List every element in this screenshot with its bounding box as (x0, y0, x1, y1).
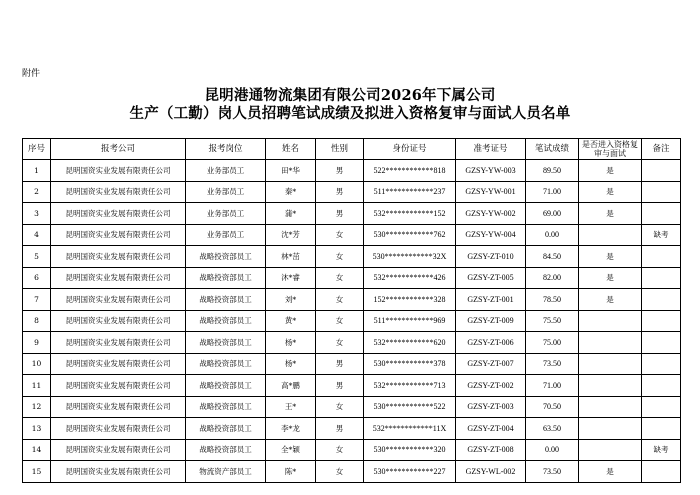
cell-id-number: 532************152 (364, 203, 456, 225)
cell-note (642, 160, 681, 182)
cell-advance (579, 332, 642, 354)
cell-gender: 女 (316, 246, 364, 268)
cell-advance: 是 (579, 181, 642, 203)
table-row (23, 396, 681, 418)
cell-company: 昆明国资实业发展有限责任公司 (51, 396, 186, 418)
table-row (23, 267, 681, 289)
cell-no: 6 (23, 267, 51, 289)
cell-advance (579, 439, 642, 461)
cell-no: 3 (23, 203, 51, 225)
cell-position: 战略投资部员工 (186, 289, 266, 311)
cell-score: 75.00 (526, 332, 579, 354)
cell-gender: 男 (316, 181, 364, 203)
cell-note (642, 353, 681, 375)
cell-exam-number: GZSY-ZT-009 (456, 310, 526, 332)
cell-position: 战略投资部员工 (186, 267, 266, 289)
cell-note (642, 375, 681, 397)
table-body (23, 160, 681, 483)
cell-name: 蒲* (266, 203, 316, 225)
cell-name: 李*龙 (266, 418, 316, 440)
cell-exam-number: GZSY-ZT-004 (456, 418, 526, 440)
cell-id-number: 530************378 (364, 353, 456, 375)
cell-gender: 女 (316, 332, 364, 354)
cell-no: 12 (23, 396, 51, 418)
cell-note (642, 418, 681, 440)
cell-company: 昆明国资实业发展有限责任公司 (51, 160, 186, 182)
cell-id-number: 530************32X (364, 246, 456, 268)
cell-score: 84.50 (526, 246, 579, 268)
cell-id-number: 532************11X (364, 418, 456, 440)
cell-position: 业务部员工 (186, 160, 266, 182)
cell-note (642, 396, 681, 418)
cell-no: 9 (23, 332, 51, 354)
cell-advance (579, 375, 642, 397)
table-row (23, 353, 681, 375)
cell-name: 刘* (266, 289, 316, 311)
cell-no: 1 (23, 160, 51, 182)
cell-exam-number: GZSY-ZT-002 (456, 375, 526, 397)
cell-note (642, 267, 681, 289)
cell-company: 昆明国资实业发展有限责任公司 (51, 224, 186, 246)
cell-company: 昆明国资实业发展有限责任公司 (51, 267, 186, 289)
header-note: 备注 (642, 139, 681, 160)
cell-name: 陈* (266, 461, 316, 483)
header-advance: 是否进入资格复审与面试 (579, 139, 642, 160)
cell-exam-number: GZSY-ZT-010 (456, 246, 526, 268)
cell-position: 战略投资部员工 (186, 418, 266, 440)
cell-no: 4 (23, 224, 51, 246)
cell-gender: 男 (316, 375, 364, 397)
cell-name: 沈*芳 (266, 224, 316, 246)
cell-position: 战略投资部员工 (186, 375, 266, 397)
cell-exam-number: GZSY-YW-003 (456, 160, 526, 182)
cell-id-number: 532************713 (364, 375, 456, 397)
header-position: 报考岗位 (186, 139, 266, 160)
cell-advance (579, 224, 642, 246)
cell-gender: 女 (316, 224, 364, 246)
cell-company: 昆明国资实业发展有限责任公司 (51, 181, 186, 203)
cell-advance (579, 396, 642, 418)
table-row (23, 181, 681, 203)
cell-no: 5 (23, 246, 51, 268)
cell-company: 昆明国资实业发展有限责任公司 (51, 375, 186, 397)
annex-label: 附件 (22, 69, 41, 79)
cell-position: 战略投资部员工 (186, 439, 266, 461)
cell-company: 昆明国资实业发展有限责任公司 (51, 246, 186, 268)
cell-gender: 男 (316, 203, 364, 225)
cell-name: 沐*睿 (266, 267, 316, 289)
cell-advance (579, 310, 642, 332)
cell-name: 林*茁 (266, 246, 316, 268)
cell-exam-number: GZSY-ZT-006 (456, 332, 526, 354)
cell-id-number: 532************426 (364, 267, 456, 289)
table-row (23, 375, 681, 397)
cell-score: 78.50 (526, 289, 579, 311)
cell-company: 昆明国资实业发展有限责任公司 (51, 353, 186, 375)
table-row (23, 310, 681, 332)
cell-score: 73.50 (526, 353, 579, 375)
cell-name: 高*鹏 (266, 375, 316, 397)
header-exam-number: 准考证号 (456, 139, 526, 160)
cell-no: 11 (23, 375, 51, 397)
header-no: 序号 (23, 139, 51, 160)
cell-position: 战略投资部员工 (186, 246, 266, 268)
cell-company: 昆明国资实业发展有限责任公司 (51, 332, 186, 354)
header-id-number: 身份证号 (364, 139, 456, 160)
cell-gender: 女 (316, 439, 364, 461)
cell-exam-number: GZSY-YW-004 (456, 224, 526, 246)
cell-name: 田*华 (266, 160, 316, 182)
document-title-line1: 昆明港通物流集团有限公司2026年下属公司 (204, 87, 496, 104)
cell-score: 89.50 (526, 160, 579, 182)
cell-note (642, 289, 681, 311)
header-gender: 性别 (316, 139, 364, 160)
results-table (22, 138, 681, 483)
cell-exam-number: GZSY-ZT-003 (456, 396, 526, 418)
cell-no: 8 (23, 310, 51, 332)
table-header-row (23, 139, 681, 160)
table-row (23, 203, 681, 225)
cell-no: 2 (23, 181, 51, 203)
cell-gender: 男 (316, 353, 364, 375)
cell-score: 71.00 (526, 181, 579, 203)
cell-company: 昆明国资实业发展有限责任公司 (51, 289, 186, 311)
cell-position: 业务部员工 (186, 181, 266, 203)
cell-advance: 是 (579, 461, 642, 483)
cell-exam-number: GZSY-ZT-001 (456, 289, 526, 311)
cell-company: 昆明国资实业发展有限责任公司 (51, 310, 186, 332)
cell-score: 71.00 (526, 375, 579, 397)
cell-exam-number: GZSY-ZT-008 (456, 439, 526, 461)
cell-company: 昆明国资实业发展有限责任公司 (51, 461, 186, 483)
cell-position: 战略投资部员工 (186, 332, 266, 354)
cell-id-number: 532************620 (364, 332, 456, 354)
cell-advance: 是 (579, 289, 642, 311)
header-company: 报考公司 (51, 139, 186, 160)
cell-position: 战略投资部员工 (186, 310, 266, 332)
cell-score: 82.00 (526, 267, 579, 289)
cell-score: 75.50 (526, 310, 579, 332)
cell-advance: 是 (579, 160, 642, 182)
cell-id-number: 530************320 (364, 439, 456, 461)
cell-exam-number: GZSY-YW-001 (456, 181, 526, 203)
cell-gender: 女 (316, 461, 364, 483)
cell-id-number: 511************237 (364, 181, 456, 203)
table-row (23, 418, 681, 440)
cell-exam-number: GZSY-WL-002 (456, 461, 526, 483)
cell-gender: 男 (316, 418, 364, 440)
cell-name: 全*颖 (266, 439, 316, 461)
table-row (23, 332, 681, 354)
cell-exam-number: GZSY-ZT-007 (456, 353, 526, 375)
cell-exam-number: GZSY-YW-002 (456, 203, 526, 225)
cell-id-number: 530************227 (364, 461, 456, 483)
cell-note: 缺考 (642, 439, 681, 461)
cell-company: 昆明国资实业发展有限责任公司 (51, 203, 186, 225)
cell-id-number: 530************762 (364, 224, 456, 246)
cell-note (642, 332, 681, 354)
cell-id-number: 152************328 (364, 289, 456, 311)
cell-gender: 女 (316, 267, 364, 289)
cell-advance: 是 (579, 267, 642, 289)
cell-score: 63.50 (526, 418, 579, 440)
cell-note: 缺考 (642, 224, 681, 246)
cell-note (642, 246, 681, 268)
cell-score: 0.00 (526, 439, 579, 461)
cell-company: 昆明国资实业发展有限责任公司 (51, 418, 186, 440)
cell-advance: 是 (579, 246, 642, 268)
cell-no: 13 (23, 418, 51, 440)
table-row (23, 461, 681, 483)
table-row (23, 160, 681, 182)
cell-id-number: 522************818 (364, 160, 456, 182)
cell-gender: 女 (316, 289, 364, 311)
cell-position: 业务部员工 (186, 203, 266, 225)
cell-name: 黄* (266, 310, 316, 332)
cell-no: 14 (23, 439, 51, 461)
cell-advance (579, 418, 642, 440)
cell-position: 业务部员工 (186, 224, 266, 246)
table-row (23, 246, 681, 268)
cell-score: 73.50 (526, 461, 579, 483)
cell-note (642, 203, 681, 225)
cell-name: 杨* (266, 353, 316, 375)
cell-score: 70.50 (526, 396, 579, 418)
cell-company: 昆明国资实业发展有限责任公司 (51, 439, 186, 461)
cell-note (642, 310, 681, 332)
table-row (23, 289, 681, 311)
cell-name: 杨* (266, 332, 316, 354)
document-title-line2: 生产（工勤）岗人员招聘笔试成绩及拟进入资格复审与面试人员名单 (129, 105, 571, 122)
table-row (23, 439, 681, 461)
cell-gender: 女 (316, 310, 364, 332)
cell-advance: 是 (579, 203, 642, 225)
cell-no: 10 (23, 353, 51, 375)
cell-note (642, 181, 681, 203)
header-name: 姓名 (266, 139, 316, 160)
cell-id-number: 530************522 (364, 396, 456, 418)
cell-position: 战略投资部员工 (186, 396, 266, 418)
cell-gender: 男 (316, 160, 364, 182)
cell-position: 物流资产部员工 (186, 461, 266, 483)
cell-score: 0.00 (526, 224, 579, 246)
cell-name: 秦* (266, 181, 316, 203)
cell-no: 15 (23, 461, 51, 483)
cell-gender: 女 (316, 396, 364, 418)
cell-advance (579, 353, 642, 375)
cell-no: 7 (23, 289, 51, 311)
cell-name: 王* (266, 396, 316, 418)
table-row (23, 224, 681, 246)
cell-exam-number: GZSY-ZT-005 (456, 267, 526, 289)
header-score: 笔试成绩 (526, 139, 579, 160)
cell-position: 战略投资部员工 (186, 353, 266, 375)
cell-id-number: 511************969 (364, 310, 456, 332)
cell-score: 69.00 (526, 203, 579, 225)
cell-note (642, 461, 681, 483)
